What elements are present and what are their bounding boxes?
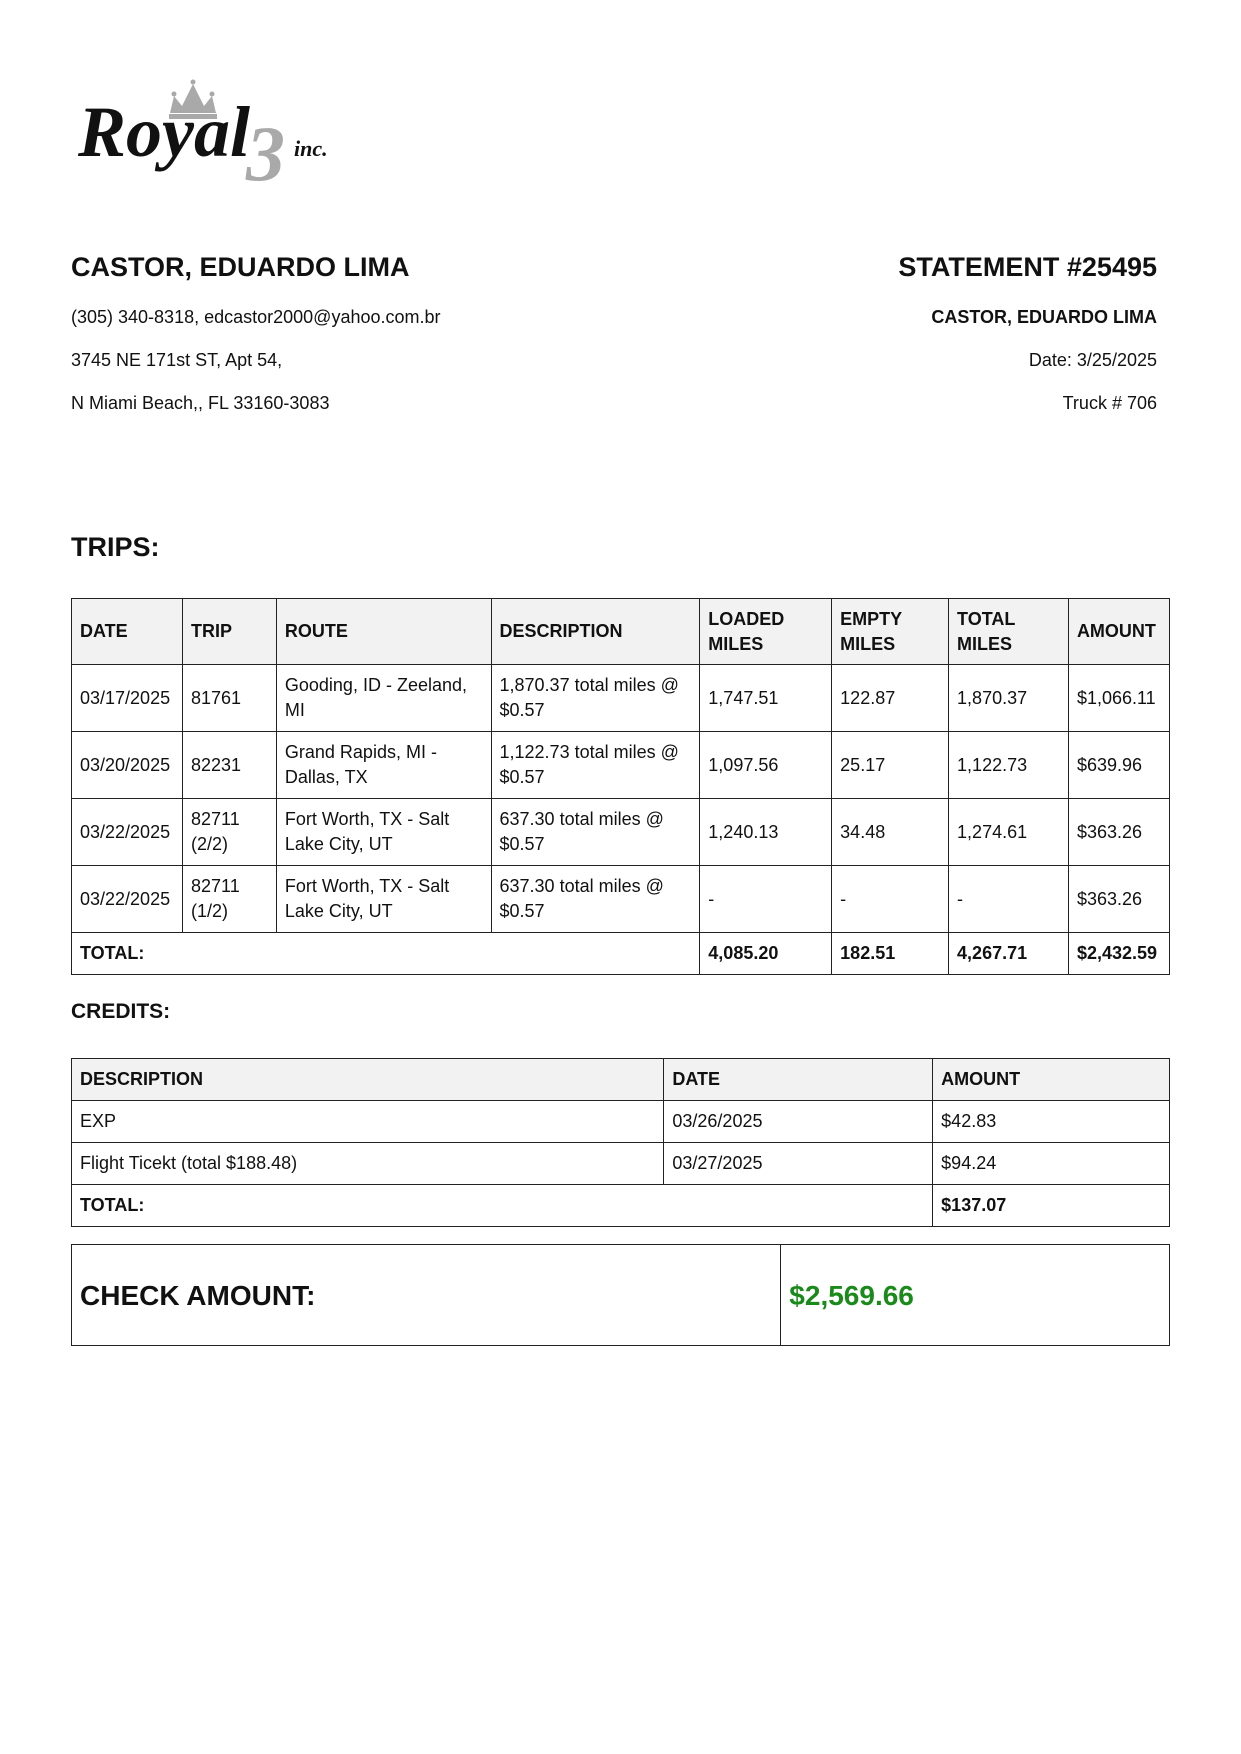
total-total-miles: 4,267.71	[949, 933, 1069, 975]
cell-empty-miles: 34.48	[832, 799, 949, 866]
cell-trip: 81761	[182, 665, 276, 732]
col-header-amount: AMOUNT	[1068, 599, 1169, 665]
table-row	[72, 665, 1170, 732]
col-header-date: DATE	[664, 1059, 933, 1101]
col-header-empty-miles: EMPTY MILES	[832, 599, 949, 665]
driver-contact: (305) 340-8318, edcastor2000@yahoo.com.br	[71, 307, 441, 327]
col-header-description: DESCRIPTION	[72, 1059, 664, 1101]
cell-total-miles: 1,122.73	[949, 732, 1069, 799]
cell-description: 1,870.37 total miles @ $0.57	[491, 665, 700, 732]
check-amount-value: $2,569.66	[781, 1245, 1170, 1346]
statement-title: STATEMENT #25495	[898, 252, 1157, 282]
trips-header-row	[72, 599, 1170, 665]
logo-suffix: inc.	[294, 136, 328, 161]
cell-amount: $363.26	[1068, 866, 1169, 933]
statement-info	[637, 250, 1157, 435]
cell-amount: $94.24	[933, 1143, 1170, 1185]
total-amount: $2,432.59	[1068, 933, 1169, 975]
table-row	[72, 732, 1170, 799]
cell-description: Flight Ticekt (total $188.48)	[72, 1143, 664, 1185]
company-logo	[78, 78, 378, 198]
table-row	[72, 1143, 1170, 1185]
trips-total-label: TOTAL:	[72, 933, 700, 975]
cell-description: 637.30 total miles @ $0.57	[491, 799, 700, 866]
credits-total-amount: $137.07	[933, 1185, 1170, 1227]
check-amount-box	[71, 1244, 1170, 1346]
col-header-description: DESCRIPTION	[491, 599, 700, 665]
statement-name: CASTOR, EDUARDO LIMA	[931, 307, 1157, 327]
col-header-route: ROUTE	[276, 599, 491, 665]
driver-address-line1: 3745 NE 171st ST, Apt 54,	[71, 350, 283, 370]
credits-total-row	[72, 1185, 1170, 1227]
trips-title: TRIPS:	[71, 532, 160, 562]
table-row	[72, 1101, 1170, 1143]
statement-date: Date: 3/25/2025	[1028, 350, 1157, 370]
cell-trip: 82711 (1/2)	[182, 866, 276, 933]
cell-amount: $639.96	[1068, 732, 1169, 799]
cell-date: 03/22/2025	[72, 866, 183, 933]
table-row	[72, 799, 1170, 866]
cell-description: 637.30 total miles @ $0.57	[491, 866, 700, 933]
cell-empty-miles: 25.17	[832, 732, 949, 799]
cell-total-miles: -	[949, 866, 1069, 933]
cell-amount: $1,066.11	[1068, 665, 1169, 732]
cell-route: Fort Worth, TX - Salt Lake City, UT	[276, 799, 491, 866]
cell-date: 03/27/2025	[664, 1143, 933, 1185]
credits-total-label: TOTAL:	[72, 1185, 933, 1227]
credits-header-row	[72, 1059, 1170, 1101]
cell-date: 03/17/2025	[72, 665, 183, 732]
col-header-date: DATE	[72, 599, 183, 665]
credits-table	[71, 1058, 1170, 1227]
cell-amount: $42.83	[933, 1101, 1170, 1143]
cell-date: 03/22/2025	[72, 799, 183, 866]
cell-total-miles: 1,870.37	[949, 665, 1069, 732]
total-empty-miles: 182.51	[832, 933, 949, 975]
cell-loaded-miles: 1,097.56	[700, 732, 832, 799]
check-amount-label: CHECK AMOUNT:	[72, 1245, 781, 1346]
table-row	[72, 866, 1170, 933]
cell-loaded-miles: 1,747.51	[700, 665, 832, 732]
cell-empty-miles: -	[832, 866, 949, 933]
total-loaded-miles: 4,085.20	[700, 933, 832, 975]
col-header-amount: AMOUNT	[933, 1059, 1170, 1101]
cell-description: 1,122.73 total miles @ $0.57	[491, 732, 700, 799]
credits-title: CREDITS:	[71, 1000, 171, 1023]
cell-route: Gooding, ID - Zeeland, MI	[276, 665, 491, 732]
cell-empty-miles: 122.87	[832, 665, 949, 732]
cell-route: Fort Worth, TX - Salt Lake City, UT	[276, 866, 491, 933]
cell-total-miles: 1,274.61	[949, 799, 1069, 866]
cell-loaded-miles: -	[700, 866, 832, 933]
cell-date: 03/26/2025	[664, 1101, 933, 1143]
cell-date: 03/20/2025	[72, 732, 183, 799]
col-header-trip: TRIP	[182, 599, 276, 665]
col-header-total-miles: TOTAL MILES	[949, 599, 1069, 665]
cell-amount: $363.26	[1068, 799, 1169, 866]
logo-text: Royal	[78, 92, 250, 172]
driver-address-line2: N Miami Beach,, FL 33160-3083	[71, 393, 330, 413]
driver-name: CASTOR, EDUARDO LIMA	[71, 252, 410, 282]
trips-table	[71, 598, 1170, 975]
logo-numeral: 3	[246, 110, 285, 197]
cell-trip: 82711 (2/2)	[182, 799, 276, 866]
cell-description: EXP	[72, 1101, 664, 1143]
trips-total-row	[72, 933, 1170, 975]
driver-info	[71, 250, 591, 435]
cell-loaded-miles: 1,240.13	[700, 799, 832, 866]
cell-route: Grand Rapids, MI - Dallas, TX	[276, 732, 491, 799]
col-header-loaded-miles: LOADED MILES	[700, 599, 832, 665]
truck-number: Truck # 706	[1062, 393, 1157, 413]
cell-trip: 82231	[182, 732, 276, 799]
